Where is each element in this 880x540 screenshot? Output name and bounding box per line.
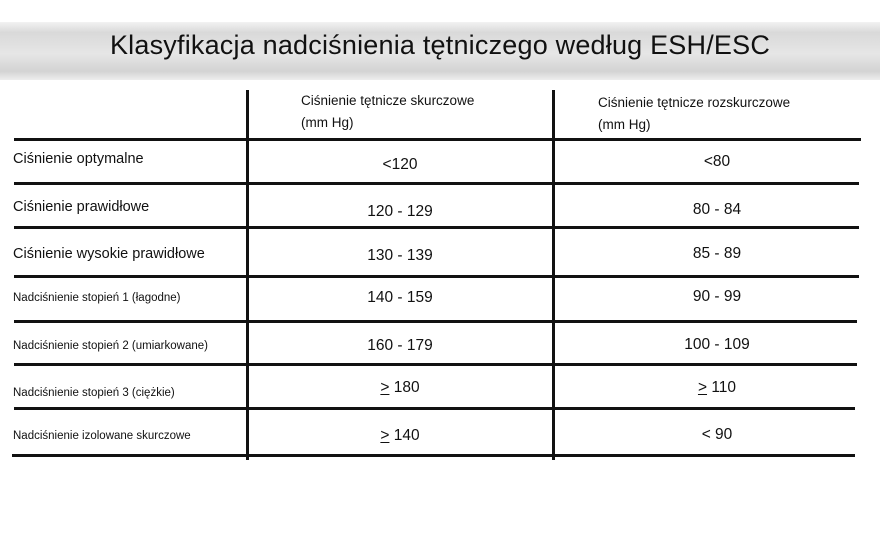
systolic-value	[340, 427, 460, 445]
row-divider	[14, 363, 857, 366]
systolic-header-title: Ciśnienie tętnicze skurczowe	[301, 93, 475, 108]
row-divider	[14, 182, 859, 185]
diastolic-number: 110	[707, 379, 737, 396]
greater-equal-symbol: >	[697, 379, 708, 396]
row-divider	[14, 407, 855, 410]
systolic-value: 160 - 179	[367, 337, 433, 354]
diastolic-value: 85 - 89	[692, 245, 742, 262]
systolic-header	[301, 90, 474, 134]
row-label: Ciśnienie optymalne	[13, 151, 144, 167]
diastolic-value: <80	[703, 153, 731, 170]
systolic-number: 140	[389, 427, 420, 444]
diastolic-value: 90 - 99	[692, 288, 742, 305]
row-divider	[14, 275, 859, 278]
diastolic-header	[598, 92, 790, 136]
row-label: Ciśnienie prawidłowe	[13, 199, 150, 215]
greater-equal-symbol: >	[380, 379, 390, 396]
greater-equal-symbol: >	[380, 427, 390, 444]
systolic-value: 140 - 159	[367, 289, 433, 306]
row-divider	[12, 454, 855, 457]
diastolic-value	[657, 379, 777, 397]
page-title: Klasyfikacja nadciśnienia tętniczego według ESH/ESC	[109, 30, 771, 60]
diastolic-header-title: Ciśnienie tętnicze rozskurczowe	[598, 95, 791, 110]
diastolic-value: < 90	[701, 426, 733, 443]
row-divider	[14, 138, 861, 141]
row-label: Nadciśnienie stopień 3 (ciężkie)	[13, 387, 175, 399]
diastolic-value: 80 - 84	[692, 201, 742, 218]
row-divider	[14, 226, 859, 229]
systolic-value: <120	[382, 156, 418, 173]
systolic-value: 120 - 129	[367, 203, 433, 220]
row-label: Nadciśnienie stopień 1 (łagodne)	[13, 292, 181, 304]
row-label: Nadciśnienie stopień 2 (umiarkowane)	[13, 340, 208, 352]
row-label: Ciśnienie wysokie prawidłowe	[13, 246, 205, 262]
systolic-header-unit: (mm Hg)	[301, 115, 354, 130]
row-divider	[14, 320, 857, 323]
systolic-number: 180	[389, 379, 420, 396]
diastolic-header-unit: (mm Hg)	[598, 117, 651, 132]
diastolic-value: 100 - 109	[684, 336, 750, 353]
row-label: Nadciśnienie izolowane skurczowe	[13, 430, 191, 442]
systolic-value	[340, 379, 460, 397]
systolic-value: 130 - 139	[367, 247, 433, 264]
